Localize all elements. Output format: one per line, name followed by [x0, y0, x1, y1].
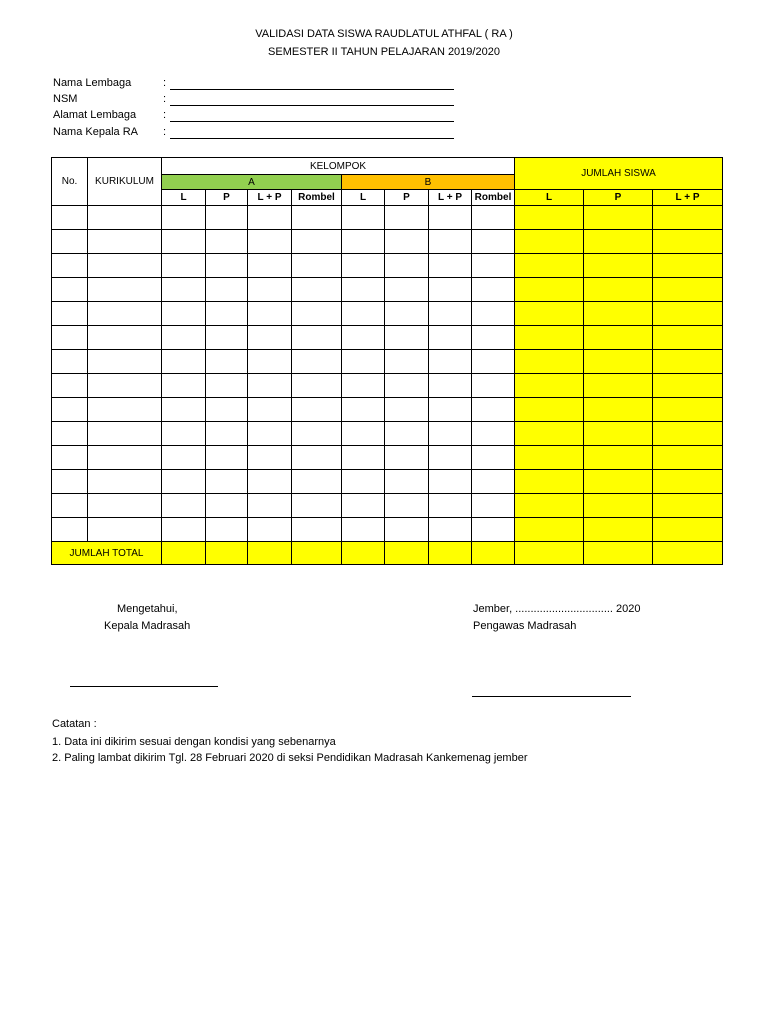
table-cell[interactable] [515, 494, 584, 518]
table-row [52, 302, 723, 326]
table-cell[interactable] [515, 230, 584, 254]
table-cell[interactable] [88, 494, 162, 518]
table-cell[interactable] [472, 398, 515, 422]
right-signature-line [472, 696, 631, 697]
table-row [52, 422, 723, 446]
table-cell[interactable] [515, 278, 584, 302]
table-cell[interactable] [292, 494, 342, 518]
subheader-a-l: L [162, 190, 206, 206]
table-cell[interactable] [584, 326, 653, 350]
table-row [52, 350, 723, 374]
total-cell[interactable] [385, 542, 429, 565]
table-cell[interactable] [653, 278, 723, 302]
table-cell[interactable] [385, 374, 429, 398]
table-cell[interactable] [584, 518, 653, 542]
table-cell[interactable] [515, 446, 584, 470]
table-cell[interactable] [429, 446, 472, 470]
table-cell[interactable] [206, 350, 248, 374]
table-row [52, 494, 723, 518]
table-cell[interactable] [429, 422, 472, 446]
table-cell[interactable] [292, 470, 342, 494]
document-subtitle: SEMESTER II TAHUN PELAJARAN 2019/2020 [268, 46, 500, 58]
table-cell[interactable] [342, 518, 385, 542]
table-cell[interactable] [88, 518, 162, 542]
table-cell[interactable] [342, 302, 385, 326]
table-cell[interactable] [472, 254, 515, 278]
total-cell[interactable] [515, 542, 584, 565]
table-cell[interactable] [653, 350, 723, 374]
table-cell[interactable] [429, 350, 472, 374]
subheader-b-lp: L + P [429, 190, 472, 206]
field-blank-line [170, 105, 454, 106]
table-cell[interactable] [584, 422, 653, 446]
table-cell[interactable] [342, 206, 385, 230]
table-cell[interactable] [584, 374, 653, 398]
table-cell[interactable] [385, 518, 429, 542]
total-label: JUMLAH TOTAL [52, 542, 162, 565]
header-group-b: B [342, 175, 515, 190]
subheader-jumlah-p: P [584, 190, 653, 206]
table-cell[interactable] [248, 494, 292, 518]
field-blank-line [170, 121, 454, 122]
table-cell[interactable] [515, 350, 584, 374]
field-colon: : [163, 93, 167, 105]
table-cell[interactable] [248, 230, 292, 254]
table-cell[interactable] [653, 254, 723, 278]
subheader-a-p: P [206, 190, 248, 206]
table-cell[interactable] [292, 374, 342, 398]
table-row [52, 374, 723, 398]
table-cell[interactable] [653, 518, 723, 542]
table-cell[interactable] [584, 494, 653, 518]
table-cell[interactable] [342, 398, 385, 422]
subheader-jumlah-lp: L + P [653, 190, 723, 206]
table-cell[interactable] [342, 230, 385, 254]
table-cell[interactable] [385, 470, 429, 494]
table-cell[interactable] [162, 350, 206, 374]
table-cell[interactable] [248, 350, 292, 374]
total-cell[interactable] [248, 542, 292, 565]
table-cell[interactable] [292, 326, 342, 350]
table-cell[interactable] [653, 422, 723, 446]
table-cell[interactable] [584, 302, 653, 326]
table-cell[interactable] [385, 350, 429, 374]
table-cell[interactable] [162, 446, 206, 470]
table-cell[interactable] [653, 446, 723, 470]
table-cell[interactable] [653, 374, 723, 398]
table-cell[interactable] [385, 302, 429, 326]
table-cell[interactable] [162, 230, 206, 254]
note-item: 1. Data ini dikirim sesuai dengan kondisi yang sebenarnya [52, 736, 336, 748]
table-cell[interactable] [88, 446, 162, 470]
table-cell[interactable] [385, 230, 429, 254]
table-cell[interactable] [248, 254, 292, 278]
table-cell[interactable] [206, 398, 248, 422]
subheader-a-lp: L + P [248, 190, 292, 206]
table-cell[interactable] [472, 278, 515, 302]
field-label: NSM [53, 93, 78, 105]
table-cell[interactable] [584, 398, 653, 422]
table-cell[interactable] [162, 206, 206, 230]
table-cell[interactable] [52, 518, 88, 542]
table-cell[interactable] [292, 422, 342, 446]
field-colon: : [163, 126, 167, 138]
subheader-jumlah-l: L [515, 190, 584, 206]
field-label: Nama Kepala RA [53, 126, 138, 138]
header-kurikulum: KURIKULUM [88, 158, 162, 206]
subheader-b-l: L [342, 190, 385, 206]
table-cell[interactable] [385, 494, 429, 518]
table-row [52, 206, 723, 230]
table-cell[interactable] [162, 326, 206, 350]
table-cell[interactable] [653, 494, 723, 518]
table-cell[interactable] [515, 302, 584, 326]
table-cell[interactable] [52, 494, 88, 518]
table-cell[interactable] [292, 350, 342, 374]
table-cell[interactable] [292, 398, 342, 422]
table-cell[interactable] [88, 470, 162, 494]
table-row [52, 278, 723, 302]
table-cell[interactable] [429, 374, 472, 398]
table-cell[interactable] [162, 302, 206, 326]
table-cell[interactable] [342, 494, 385, 518]
table-row [52, 398, 723, 422]
right-signature-title: Pengawas Madrasah [473, 620, 577, 632]
table-cell[interactable] [472, 470, 515, 494]
table-cell[interactable] [162, 398, 206, 422]
table-cell[interactable] [248, 398, 292, 422]
table-cell[interactable] [52, 398, 88, 422]
table-cell[interactable] [206, 446, 248, 470]
table-cell[interactable] [342, 446, 385, 470]
table-cell[interactable] [292, 254, 342, 278]
table-cell[interactable] [162, 494, 206, 518]
table-cell[interactable] [248, 374, 292, 398]
table-cell[interactable] [385, 206, 429, 230]
table-cell[interactable] [472, 518, 515, 542]
table-cell[interactable] [206, 518, 248, 542]
header-kelompok: KELOMPOK [162, 158, 515, 175]
table-cell[interactable] [342, 470, 385, 494]
table-cell[interactable] [515, 398, 584, 422]
table-cell[interactable] [342, 278, 385, 302]
table-cell[interactable] [653, 470, 723, 494]
table-cell[interactable] [248, 422, 292, 446]
table-row [52, 326, 723, 350]
field-label: Nama Lembaga [53, 77, 132, 89]
table-cell[interactable] [429, 518, 472, 542]
table-cell[interactable] [88, 230, 162, 254]
field-blank-line [170, 89, 454, 90]
table-cell[interactable] [385, 326, 429, 350]
table-cell[interactable] [52, 278, 88, 302]
table-cell[interactable] [472, 446, 515, 470]
table-cell[interactable] [342, 326, 385, 350]
table-cell[interactable] [206, 374, 248, 398]
total-cell[interactable] [292, 542, 342, 565]
table-cell[interactable] [248, 278, 292, 302]
table-cell[interactable] [515, 518, 584, 542]
table-cell[interactable] [88, 350, 162, 374]
table-cell[interactable] [88, 422, 162, 446]
table-cell[interactable] [653, 398, 723, 422]
table-cell[interactable] [515, 254, 584, 278]
table-cell[interactable] [162, 518, 206, 542]
table-cell[interactable] [653, 206, 723, 230]
table-cell[interactable] [515, 374, 584, 398]
table-cell[interactable] [248, 518, 292, 542]
table-cell[interactable] [162, 422, 206, 446]
table-cell[interactable] [248, 326, 292, 350]
subheader-b-p: P [385, 190, 429, 206]
notes-title: Catatan : [52, 718, 97, 730]
header-jumlah-siswa: JUMLAH SISWA [515, 158, 723, 190]
table-cell[interactable] [515, 326, 584, 350]
table-cell[interactable] [206, 254, 248, 278]
table-cell[interactable] [385, 278, 429, 302]
table-cell[interactable] [472, 302, 515, 326]
total-cell[interactable] [429, 542, 472, 565]
table-cell[interactable] [429, 470, 472, 494]
table-cell[interactable] [429, 302, 472, 326]
table-cell[interactable] [88, 206, 162, 230]
subheader-b-rombel: Rombel [472, 190, 515, 206]
table-cell[interactable] [385, 422, 429, 446]
table-cell[interactable] [52, 206, 88, 230]
table-cell[interactable] [472, 494, 515, 518]
left-signature-caption: Mengetahui, [117, 603, 178, 615]
table-cell[interactable] [52, 470, 88, 494]
table-cell[interactable] [342, 254, 385, 278]
table-cell[interactable] [88, 254, 162, 278]
table-cell[interactable] [429, 278, 472, 302]
table-cell[interactable] [429, 326, 472, 350]
table-cell[interactable] [584, 278, 653, 302]
field-label: Alamat Lembaga [53, 109, 137, 121]
table-cell[interactable] [52, 374, 88, 398]
header-no: No. [52, 158, 88, 206]
document-title: VALIDASI DATA SISWA RAUDLATUL ATHFAL ( RA ) [255, 28, 513, 40]
table-cell[interactable] [584, 470, 653, 494]
table-row [52, 446, 723, 470]
table-cell[interactable] [206, 230, 248, 254]
table-cell[interactable] [292, 518, 342, 542]
table-cell[interactable] [429, 230, 472, 254]
table-row [52, 518, 723, 542]
table-cell[interactable] [292, 446, 342, 470]
table-cell[interactable] [429, 398, 472, 422]
table-cell[interactable] [52, 254, 88, 278]
table-cell[interactable] [584, 350, 653, 374]
table-cell[interactable] [342, 422, 385, 446]
table-cell[interactable] [515, 422, 584, 446]
table-cell[interactable] [248, 470, 292, 494]
table-cell[interactable] [52, 326, 88, 350]
table-cell[interactable] [206, 422, 248, 446]
table-cell[interactable] [472, 206, 515, 230]
table-cell[interactable] [472, 326, 515, 350]
table-cell[interactable] [584, 254, 653, 278]
table-cell[interactable] [292, 278, 342, 302]
note-item: 2. Paling lambat dikirim Tgl. 28 Februari 2020 di seksi Pendidikan Madrasah Kankemenag jember [52, 752, 528, 764]
table-cell[interactable] [515, 206, 584, 230]
table-cell[interactable] [52, 302, 88, 326]
field-blank-line [170, 138, 454, 139]
table-cell[interactable] [248, 302, 292, 326]
table-cell[interactable] [429, 206, 472, 230]
table-cell[interactable] [162, 254, 206, 278]
total-row [52, 542, 723, 565]
table-cell[interactable] [88, 278, 162, 302]
table-cell[interactable] [162, 374, 206, 398]
table-cell[interactable] [429, 254, 472, 278]
table-cell[interactable] [162, 278, 206, 302]
table-cell[interactable] [385, 254, 429, 278]
right-signature-date: Jember, ................................ 2020 [473, 603, 641, 615]
total-cell[interactable] [206, 542, 248, 565]
left-signature-line [70, 686, 218, 687]
table-cell[interactable] [472, 374, 515, 398]
table-cell[interactable] [292, 206, 342, 230]
table-cell[interactable] [206, 494, 248, 518]
table-cell[interactable] [472, 230, 515, 254]
table-cell[interactable] [52, 230, 88, 254]
table-cell[interactable] [206, 326, 248, 350]
table-body [52, 206, 723, 542]
left-signature-title: Kepala Madrasah [104, 620, 191, 632]
student-data-table [51, 157, 723, 565]
table-cell[interactable] [292, 230, 342, 254]
table-cell[interactable] [52, 422, 88, 446]
table-cell[interactable] [584, 230, 653, 254]
table-cell[interactable] [342, 350, 385, 374]
subheader-a-rombel: Rombel [292, 190, 342, 206]
table-cell[interactable] [206, 302, 248, 326]
table-cell[interactable] [206, 206, 248, 230]
total-cell[interactable] [162, 542, 206, 565]
table-cell[interactable] [88, 326, 162, 350]
table-cell[interactable] [52, 350, 88, 374]
table-cell[interactable] [88, 374, 162, 398]
table-cell[interactable] [515, 470, 584, 494]
table-cell[interactable] [88, 398, 162, 422]
table-cell[interactable] [584, 446, 653, 470]
table-cell[interactable] [653, 302, 723, 326]
table-cell[interactable] [162, 470, 206, 494]
table-cell[interactable] [584, 206, 653, 230]
header-group-a: A [162, 175, 342, 190]
table-cell[interactable] [248, 206, 292, 230]
table-cell[interactable] [472, 422, 515, 446]
total-cell[interactable] [653, 542, 723, 565]
total-cell[interactable] [472, 542, 515, 565]
table-cell[interactable] [385, 398, 429, 422]
table-cell[interactable] [429, 494, 472, 518]
table-cell[interactable] [292, 302, 342, 326]
table-row [52, 230, 723, 254]
table-cell[interactable] [88, 302, 162, 326]
field-colon: : [163, 77, 167, 89]
table-cell[interactable] [472, 350, 515, 374]
table-cell[interactable] [248, 446, 292, 470]
table-cell[interactable] [52, 446, 88, 470]
table-cell[interactable] [653, 230, 723, 254]
total-cell[interactable] [342, 542, 385, 565]
table-cell[interactable] [342, 374, 385, 398]
field-colon: : [163, 109, 167, 121]
table-cell[interactable] [206, 470, 248, 494]
table-row [52, 470, 723, 494]
total-cell[interactable] [584, 542, 653, 565]
table-cell[interactable] [385, 446, 429, 470]
table-cell[interactable] [653, 326, 723, 350]
table-cell[interactable] [206, 278, 248, 302]
table-row [52, 254, 723, 278]
